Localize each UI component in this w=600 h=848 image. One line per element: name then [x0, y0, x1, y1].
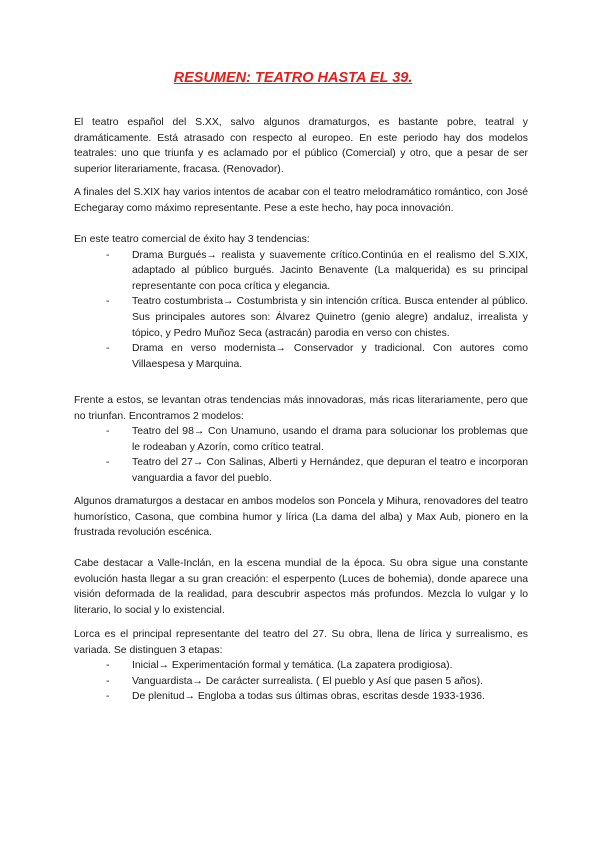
- list-item-text: Vanguardista→ De carácter surrealista. ( El pueblo y Así que pasen 5 años).: [132, 675, 483, 687]
- list-item: [106, 424, 528, 455]
- dash-bullet: -: [106, 675, 110, 687]
- list-item: [106, 248, 528, 295]
- list-item-text: Inicial→ Experimentación formal y temática. (La zapatera prodigiosa).: [132, 660, 453, 672]
- comercial-list: [74, 248, 528, 373]
- list-item-text: Teatro del 27→ Con Salinas, Alberti y Hernández, que depuran el teatro e incorporan vanguardia a favor del pueblo.: [132, 457, 528, 484]
- dash-bullet: -: [106, 249, 110, 261]
- list-item-text: De plenitud→ Engloba a todas sus últimas obras, escritas desde 1933-1936.: [132, 691, 485, 703]
- dash-bullet: -: [106, 691, 110, 703]
- paragraph-valle-inclan: Cabe destacar a Valle-Inclán, en la escena mundial de la época. Su obra sigue una constante evolución hasta llegar a su gran creación: el esperpento (Luces de bohemia), donde aparece una visión deformada de la realidad, para descubrir aspectos más profundos. Mezcla lo vulgar y lo literario, lo social y lo existencial.: [74, 558, 528, 616]
- section-renovador: [74, 393, 528, 487]
- dash-bullet: -: [106, 457, 110, 469]
- comercial-intro: En este teatro comercial de éxito hay 3 tendencias:: [74, 234, 310, 245]
- dash-bullet: -: [106, 426, 110, 438]
- dash-bullet: -: [106, 343, 110, 355]
- section-comercial: [74, 232, 528, 372]
- list-item-text: Drama en verso modernista→ Conservador y tradicional. Con autores como Villaespesa y Marquina.: [132, 343, 528, 370]
- lorca-list: [74, 658, 528, 705]
- renovador-list: [74, 424, 528, 486]
- lorca-intro: Lorca es el principal representante del teatro del 27. Su obra, llena de lírica y surrealismo, es variada. Se distinguen 3 etapas:: [74, 629, 528, 656]
- paragraph-dramaturgos: Algunos dramaturgos a destacar en ambos modelos son Poncela y Mihura, renovadores del teatro humorístico, Casona, que combina humor y lírica (La dama del alba) y Max Aub, pionero en la frustrada revolución escénica.: [74, 496, 528, 539]
- list-item: [106, 341, 528, 372]
- list-item-text: Teatro costumbrista→ Costumbrista y sin intención crítica. Busca entender al público. Sus principales autores son: Álvarez Quinetro (genio alegre) andaluz, irrealista y tópico, y Pedro Muñoz Seca (astracán) parodia en verso con chistes.: [132, 296, 528, 339]
- paragraph-intro: El teatro español del S.XX, salvo algunos dramaturgos, es bastante pobre, teatral y dramáticamente. Está atrasado con respecto al europeo. En este periodo hay dos modelos teatrales: uno que triunfa y es aclamado por el público (Comercial) y otro, que a pesar de ser superior literariamente, fracasa. (Renovador).: [74, 117, 528, 175]
- page-title: RESUMEN: TEATRO HASTA EL 39.: [173, 70, 413, 86]
- list-item-text: Drama Burgués→ realista y suavemente crítico.Continúa en el realismo del S.XIX, adaptado al público burgués. Jacinto Benavente (La malquerida) es su principal representante con poca crítica y elegancia.: [132, 249, 528, 292]
- paragraph-echegaray: A finales del S.XIX hay varios intentos de acabar con el teatro melodramático romántico, con José Echegaray como máximo representante. Pese a este hecho, hay poca innovación.: [74, 187, 528, 214]
- list-item: [106, 674, 528, 690]
- section-lorca: [74, 627, 528, 705]
- list-item: [106, 689, 528, 705]
- dash-bullet: -: [106, 296, 110, 308]
- list-item: [106, 455, 528, 486]
- list-item-text: Teatro del 98→ Con Unamuno, usando el drama para solucionar los problemas que le rodeaban y Azorín, como crítico teatral.: [132, 426, 528, 453]
- list-item: [106, 658, 528, 674]
- dash-bullet: -: [106, 660, 110, 672]
- renovador-intro: Frente a estos, se levantan otras tendencias más innovadoras, más ricas literariamente, pero que no triunfan. Encontramos 2 modelos:: [74, 395, 528, 422]
- list-item: [106, 294, 528, 341]
